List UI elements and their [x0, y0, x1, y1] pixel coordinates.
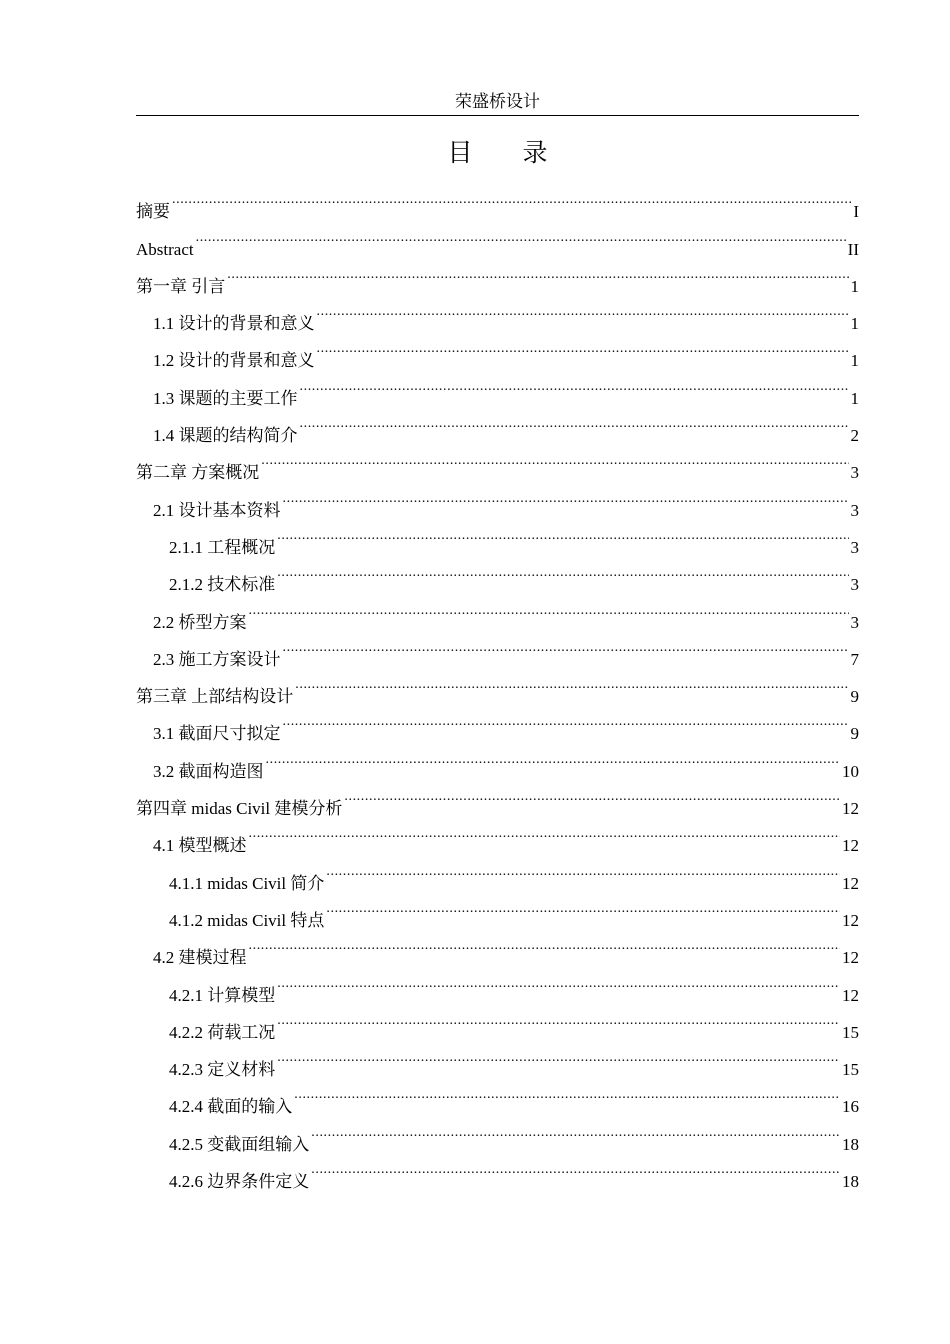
toc-entry-label: 4.1.1 midas Civil 简介 — [169, 873, 325, 893]
toc-dot-leader — [326, 851, 840, 888]
toc-entry-page: 10 — [842, 761, 859, 781]
toc-entry-label: 4.2.1 计算模型 — [169, 985, 276, 1005]
toc-entry-page: I — [853, 202, 859, 222]
toc-entry-page: 3 — [850, 612, 859, 632]
toc-entry-page: 12 — [842, 799, 859, 819]
toc-dot-leader — [294, 1075, 840, 1112]
toc-dot-leader — [344, 777, 840, 814]
toc-entry-page: 3 — [850, 537, 859, 557]
toc-entry-label: 1.3 课题的主要工作 — [153, 388, 298, 408]
toc-entry-label: 1.1 设计的背景和意义 — [153, 314, 315, 334]
toc-entry[interactable] — [136, 217, 859, 259]
toc-dot-leader — [311, 1150, 840, 1187]
toc-entry-label: 2.1 设计基本资料 — [153, 500, 281, 520]
toc-dot-leader — [196, 217, 846, 254]
toc-entry-page: 2 — [850, 426, 859, 446]
toc-dot-leader — [283, 628, 849, 665]
toc-dot-leader — [300, 366, 849, 403]
toc-dot-leader — [266, 739, 841, 776]
toc-entry-page: 12 — [842, 985, 859, 1005]
toc-title: 目 录 — [447, 138, 548, 167]
toc-dot-leader — [277, 516, 848, 553]
header-divider — [136, 115, 859, 116]
toc-entry-label: 3.2 截面构造图 — [153, 761, 264, 781]
toc-list — [136, 180, 859, 1192]
toc-entry-page: 12 — [842, 948, 859, 968]
toc-dot-leader — [311, 1112, 840, 1149]
toc-entry-page: 12 — [842, 910, 859, 930]
toc-entry-page: 1 — [850, 388, 859, 408]
toc-entry[interactable] — [136, 180, 859, 222]
running-header: 荣盛桥设计 — [455, 92, 540, 112]
toc-dot-leader — [283, 478, 849, 515]
toc-entry-page: 18 — [842, 1134, 859, 1154]
toc-entry-label: 2.3 施工方案设计 — [153, 649, 281, 669]
toc-entry-page: 9 — [850, 687, 859, 707]
toc-entry-page: 7 — [850, 649, 859, 669]
toc-dot-leader — [295, 665, 848, 702]
toc-entry-label: Abstract — [136, 239, 194, 259]
toc-entry-label: 4.2.2 荷载工况 — [169, 1022, 276, 1042]
toc-entry-label: 第一章 引言 — [136, 276, 226, 296]
toc-entry-page: 1 — [850, 351, 859, 371]
toc-entry-page: II — [847, 239, 859, 259]
toc-entry-label: 4.2 建模过程 — [153, 948, 247, 968]
toc-entry-label: 第二章 方案概况 — [136, 463, 260, 483]
toc-entry-label: 4.1.2 midas Civil 特点 — [169, 910, 325, 930]
toc-dot-leader — [326, 889, 840, 926]
toc-entry-page: 3 — [850, 500, 859, 520]
toc-dot-leader — [277, 1038, 840, 1075]
toc-dot-leader — [249, 590, 849, 627]
toc-entry-page: 15 — [842, 1060, 859, 1080]
toc-entry-label: 4.2.5 变截面组输入 — [169, 1134, 310, 1154]
toc-dot-leader — [261, 441, 848, 478]
toc-entry-label: 2.2 桥型方案 — [153, 612, 247, 632]
toc-entry-label: 3.1 截面尺寸拟定 — [153, 724, 281, 744]
toc-entry-label: 4.2.3 定义材料 — [169, 1060, 276, 1080]
toc-entry-label: 第四章 midas Civil 建模分析 — [136, 799, 343, 819]
toc-dot-leader — [277, 1001, 840, 1038]
toc-entry-page: 3 — [850, 463, 859, 483]
toc-dot-leader — [277, 963, 840, 1000]
toc-entry-label: 1.2 设计的背景和意义 — [153, 351, 315, 371]
toc-entry-label: 1.4 课题的结构简介 — [153, 426, 298, 446]
toc-entry-page: 18 — [842, 1172, 859, 1192]
toc-entry-label: 2.1.2 技术标准 — [169, 575, 276, 595]
toc-dot-leader — [317, 329, 849, 366]
toc-dot-leader — [249, 926, 841, 963]
toc-dot-leader — [172, 180, 851, 217]
toc-entry-label: 4.2.6 边界条件定义 — [169, 1172, 310, 1192]
toc-entry-page: 12 — [842, 873, 859, 893]
toc-entry[interactable] — [136, 255, 859, 296]
toc-entry-page: 3 — [850, 575, 859, 595]
toc-entry-label: 第三章 上部结构设计 — [136, 687, 294, 707]
toc-entry-label: 4.2.4 截面的输入 — [169, 1097, 293, 1117]
toc-dot-leader — [227, 255, 848, 292]
toc-dot-leader — [277, 553, 848, 590]
toc-entry-page: 15 — [842, 1022, 859, 1042]
toc-entry-page: 9 — [850, 724, 859, 744]
toc-dot-leader — [317, 292, 849, 329]
toc-entry-label: 摘要 — [136, 202, 170, 222]
toc-entry-label: 2.1.1 工程概况 — [169, 537, 276, 557]
toc-entry[interactable] — [136, 292, 859, 334]
toc-dot-leader — [249, 814, 841, 851]
toc-entry-page: 16 — [842, 1097, 859, 1117]
toc-entry-page: 1 — [850, 276, 859, 296]
toc-dot-leader — [283, 702, 849, 739]
toc-entry-label: 4.1 模型概述 — [153, 836, 247, 856]
toc-dot-leader — [300, 404, 849, 441]
toc-entry-page: 12 — [842, 836, 859, 856]
toc-entry-page: 1 — [850, 314, 859, 334]
